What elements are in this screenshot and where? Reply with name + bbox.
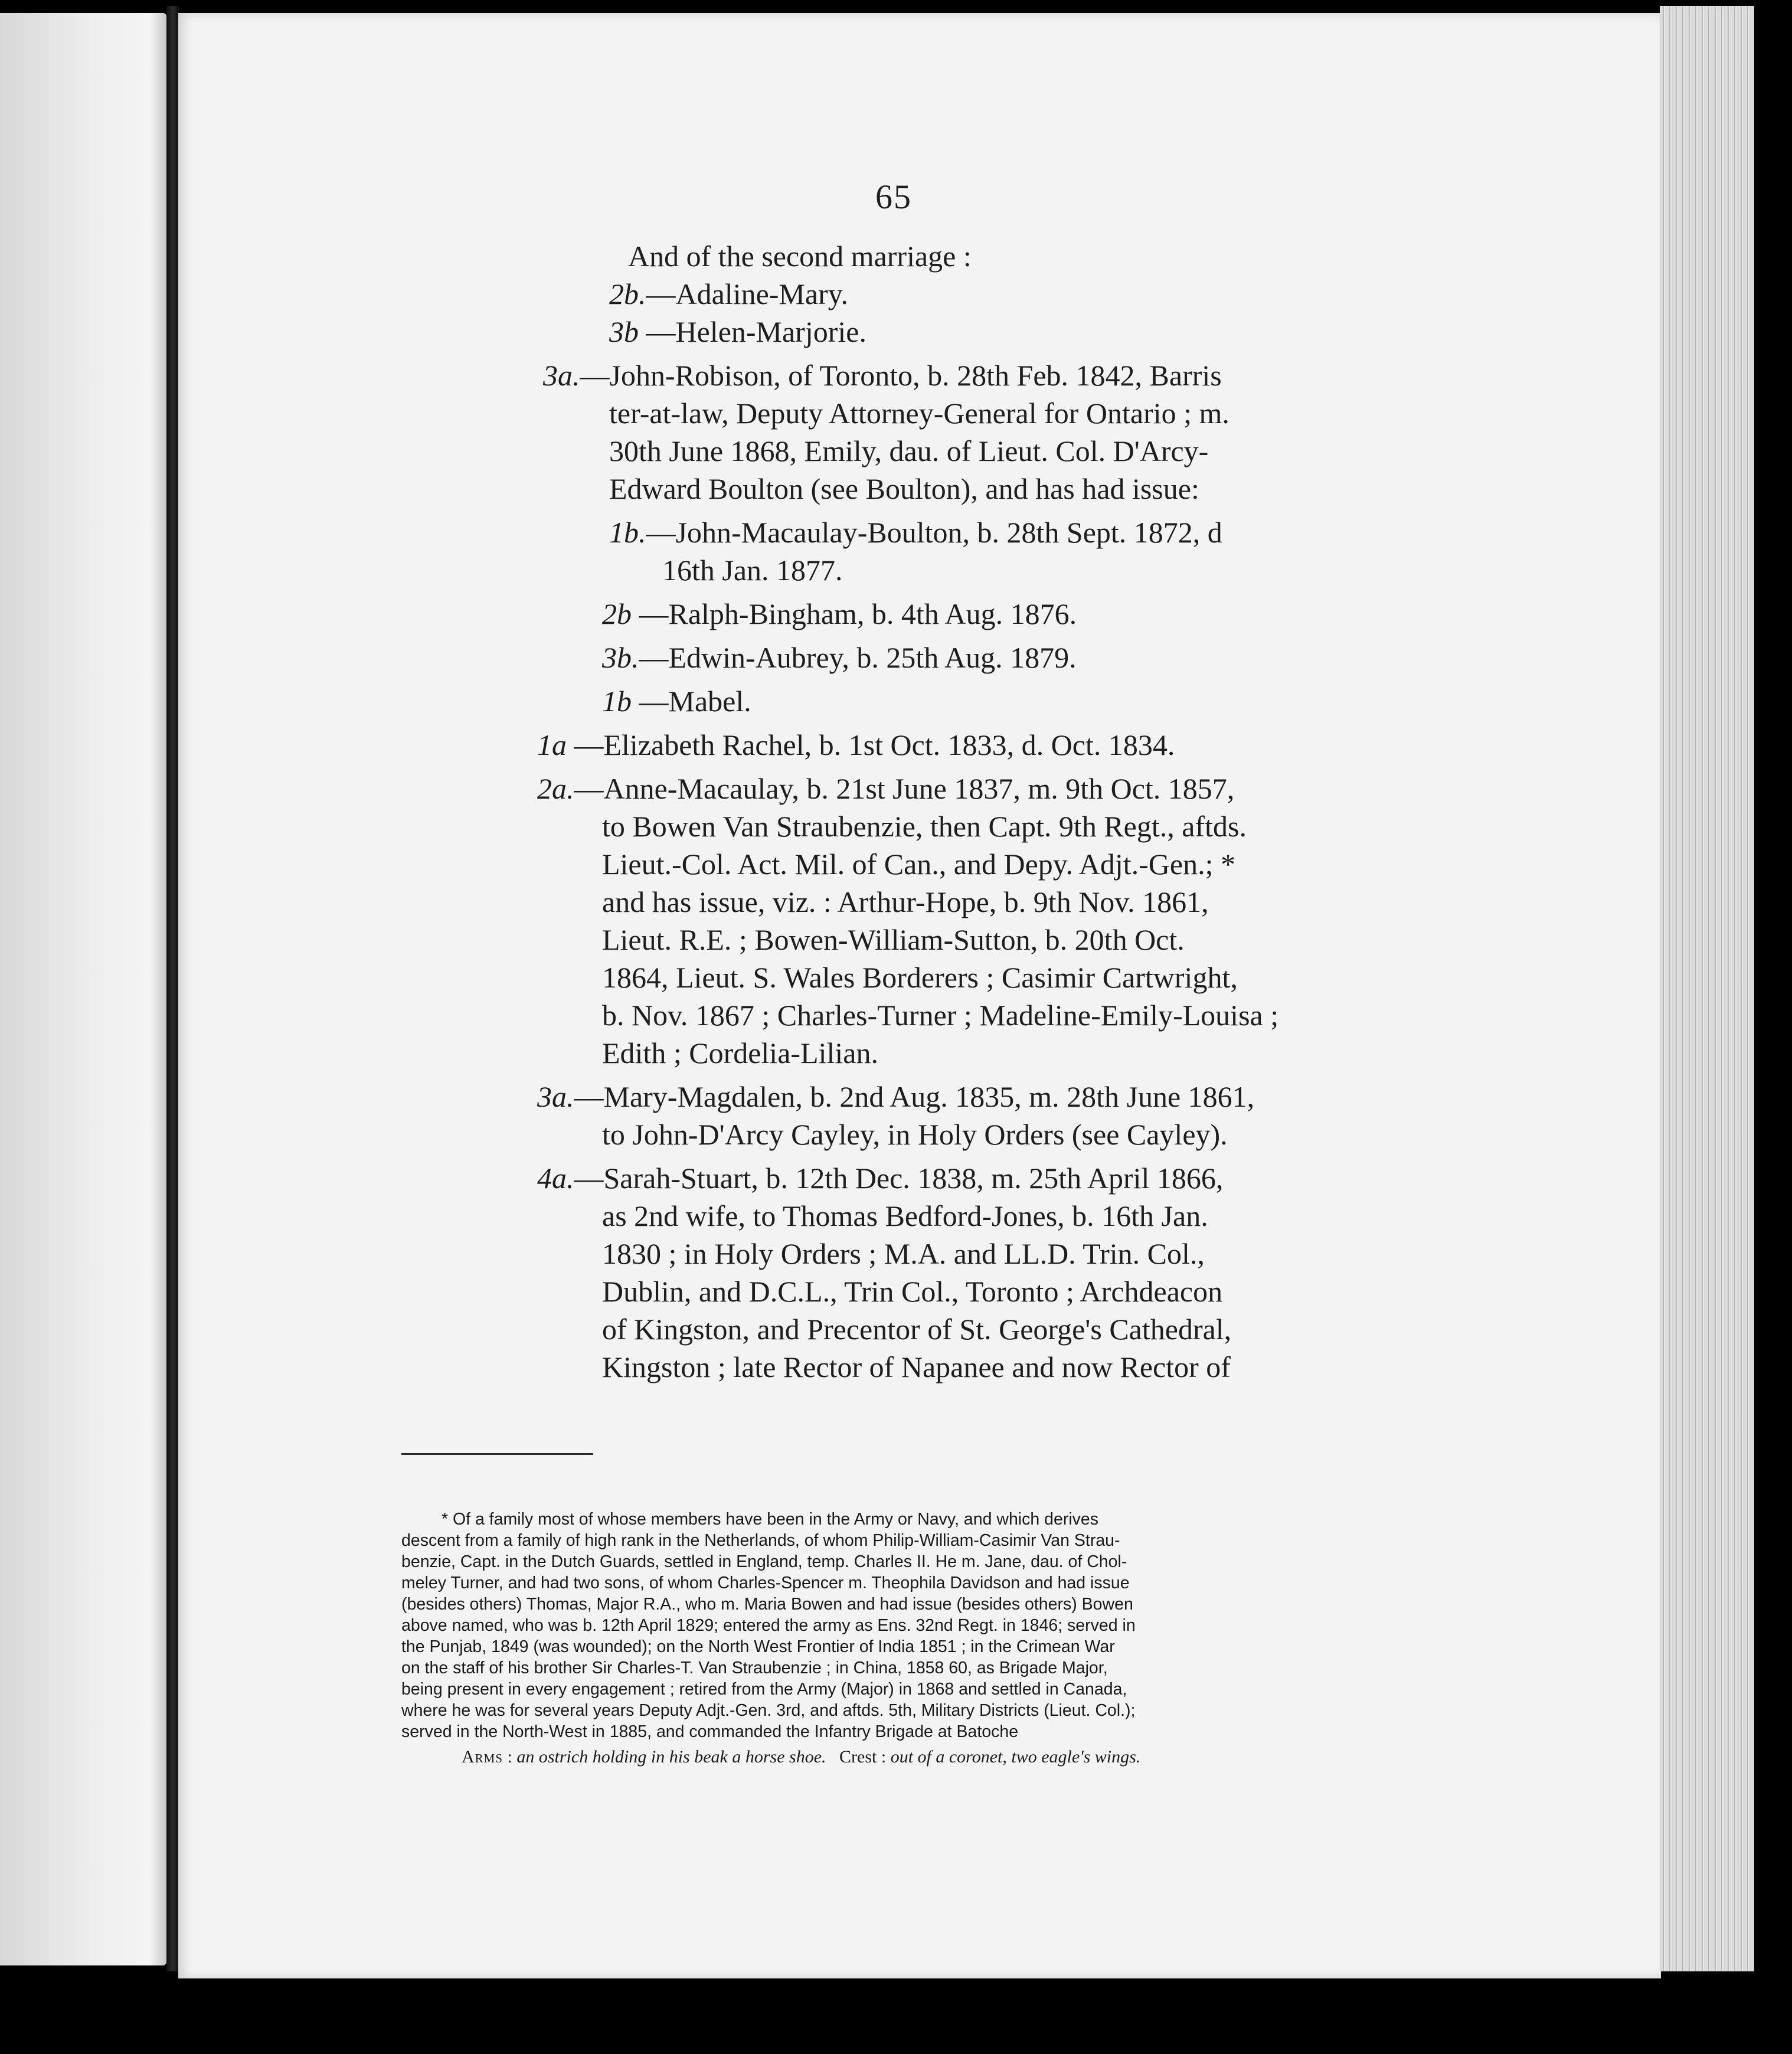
- entry-line: ter-at-law, Deputy Attorney-General for Ontario ; m.: [609, 397, 1229, 430]
- arms-text: an ostrich holding in his beak a horse shoe.: [516, 1747, 826, 1767]
- entry-1b-mabel: [602, 682, 1387, 720]
- entry-text: —Mary-Magdalen, b. 2nd Aug. 1835, m. 28th June 1861,: [574, 1080, 1255, 1113]
- genealogy-text: [514, 237, 1387, 1386]
- entry-3a-john-robison: [514, 356, 1387, 508]
- entry-2a-anne-macaulay: [514, 770, 1387, 1072]
- entry-text: —Adaline-Mary.: [646, 277, 848, 310]
- entry-line: of Kingston, and Precentor of St. George's Cathedral,: [602, 1313, 1232, 1346]
- entry-4a-sarah-stuart: [514, 1159, 1387, 1386]
- crest-label: Crest: [839, 1747, 877, 1767]
- entry-line: [543, 356, 1387, 394]
- entry-1b-john-macaulay-boulton: [514, 514, 1387, 589]
- footnote-line: above named, who was b. 12th April 1829; entered the army as Ens. 32nd Regt. in 1846; served in: [401, 1616, 1136, 1635]
- arms-colon: :: [503, 1747, 517, 1767]
- book-gutter: [166, 6, 179, 1971]
- footnote-line: being present in every engagement ; retired from the Army (Major) in 1868 and settled in Canada,: [401, 1680, 1127, 1699]
- entry-line: Edward Boulton (see Boulton), and has had issue:: [609, 472, 1199, 505]
- entry-line: [609, 514, 1387, 551]
- footnote-line: served in the North-West in 1885, and commanded the Infantry Brigade at Batoche: [401, 1722, 1019, 1741]
- footnote-line: on the staff of his brother Sir Charles-T. Van Straubenzie ; in China, 1858 60, as Brigade Major,: [401, 1659, 1108, 1677]
- entry-text: —Edwin-Aubrey, b. 25th Aug. 1879.: [639, 641, 1077, 674]
- entry-marker: 3a.: [537, 1080, 574, 1113]
- footnote-line: where he was for several years Deputy Adjt.-Gen. 3rd, and aftds. 5th, Military Districts (Lieut. Col.);: [401, 1701, 1136, 1720]
- entry-marker: 1b: [602, 685, 632, 718]
- crest-text: out of a coronet, two eagle's wings.: [890, 1747, 1141, 1767]
- entry-text: —Elizabeth Rachel, b. 1st Oct. 1833, d. Oct. 1834.: [567, 728, 1175, 761]
- footnote: [401, 1509, 1339, 1742]
- entry-line: [537, 1078, 1387, 1116]
- entry-line: as 2nd wife, to Thomas Bedford-Jones, b. 16th Jan.: [602, 1199, 1208, 1232]
- arms-label: Arms: [462, 1747, 503, 1767]
- entry-line: 16th Jan. 1877.: [662, 554, 843, 587]
- entry-text: —Anne-Macaulay, b. 21st June 1837, m. 9th Oct. 1857,: [574, 772, 1235, 805]
- entry-line: Lieut.-Col. Act. Mil. of Can., and Depy. Adjt.-Gen.; *: [602, 848, 1235, 881]
- entry-line: to Bowen Van Straubenzie, then Capt. 9th Regt., aftds.: [602, 810, 1247, 843]
- footnote-line: the Punjab, 1849 (was wounded); on the North West Frontier of India 1851 ; in the Crimean War: [401, 1637, 1115, 1656]
- entry-line: Dublin, and D.C.L., Trin Col., Toronto ; Archdeacon: [602, 1275, 1223, 1308]
- entry-2b: [609, 275, 1387, 313]
- entry-1a-elizabeth-rachel: [537, 726, 1387, 764]
- entry-2b-ralph-bingham: [602, 595, 1387, 633]
- crest-colon: :: [877, 1747, 891, 1767]
- entry-line: b. Nov. 1867 ; Charles-Turner ; Madeline-Emily-Louisa ;: [602, 999, 1279, 1032]
- intro-line: And of the second marriage :: [628, 240, 972, 273]
- entry-line: [537, 770, 1387, 807]
- entry-3b-edwin-aubrey: [602, 639, 1387, 676]
- entry-text: —Sarah-Stuart, b. 12th Dec. 1838, m. 25th April 1866,: [574, 1162, 1224, 1195]
- entry-text: —John-Robison, of Toronto, b. 28th Feb. 1842, Barris: [580, 359, 1222, 392]
- footnote-line: meley Turner, and had two sons, of whom Charles-Spencer m. Theophila Davidson and had issue: [401, 1574, 1130, 1592]
- entry-marker: 2b: [602, 597, 632, 630]
- facing-page-edge: [0, 13, 166, 1965]
- entry-marker: 4a.: [537, 1162, 574, 1195]
- entry-marker: 1a: [537, 728, 567, 761]
- entry-line: Kingston ; late Rector of Napanee and now Rector of: [602, 1350, 1231, 1383]
- footnote-line: (besides others) Thomas, Major R.A., who m. Maria Bowen and had issue (besides others) Bowen: [401, 1595, 1133, 1614]
- entry-3a-mary-magdalen: [514, 1078, 1387, 1153]
- entry-line: 1830 ; in Holy Orders ; M.A. and LL.D. Trin. Col.,: [602, 1237, 1205, 1270]
- entry-marker: 2a.: [537, 772, 574, 805]
- entry-marker: 3b.: [602, 641, 639, 674]
- entry-marker: 3a.: [543, 359, 580, 392]
- entry-text: —Ralph-Bingham, b. 4th Aug. 1876.: [632, 597, 1077, 630]
- entry-line: 30th June 1868, Emily, dau. of Lieut. Col. D'Arcy-: [609, 434, 1209, 467]
- footnote-divider: [401, 1453, 593, 1455]
- page-number: 65: [875, 178, 912, 216]
- entry-text: —Mabel.: [632, 685, 751, 718]
- entry-marker: 3b: [609, 315, 639, 348]
- entry-line: Edith ; Cordelia-Lilian.: [602, 1036, 878, 1069]
- entry-marker: 2b.: [609, 277, 646, 310]
- entry-line: and has issue, viz. : Arthur-Hope, b. 9th Nov. 1861,: [602, 885, 1209, 918]
- entry-line: [537, 1159, 1387, 1197]
- arms-spacer: [826, 1747, 840, 1767]
- entry-line: Lieut. R.E. ; Bowen-William-Sutton, b. 20th Oct.: [602, 923, 1185, 956]
- footnote-line: benzie, Capt. in the Dutch Guards, settled in England, temp. Charles II. He m. Jane, dau. of Chol-: [401, 1552, 1127, 1571]
- entry-line: 1864, Lieut. S. Wales Borderers ; Casimir Cartwright,: [602, 961, 1238, 994]
- entry-marker: 1b.: [609, 516, 646, 549]
- entry-text: —Helen-Marjorie.: [639, 315, 866, 348]
- footnote-line: * Of a family most of whose members have been in the Army or Navy, and which derives: [442, 1510, 1099, 1529]
- entry-3b: [609, 313, 1387, 351]
- entry-line: to John-D'Arcy Cayley, in Holy Orders (see Cayley).: [602, 1118, 1228, 1151]
- footnote-line: descent from a family of high rank in the Netherlands, of whom Philip-William-Casimir Van Strau-: [401, 1531, 1120, 1550]
- entry-text: —John-Macaulay-Boulton, b. 28th Sept. 1872, d: [646, 516, 1222, 549]
- page-stack-edges: [1660, 6, 1754, 1971]
- arms-and-crest: [462, 1746, 1359, 1768]
